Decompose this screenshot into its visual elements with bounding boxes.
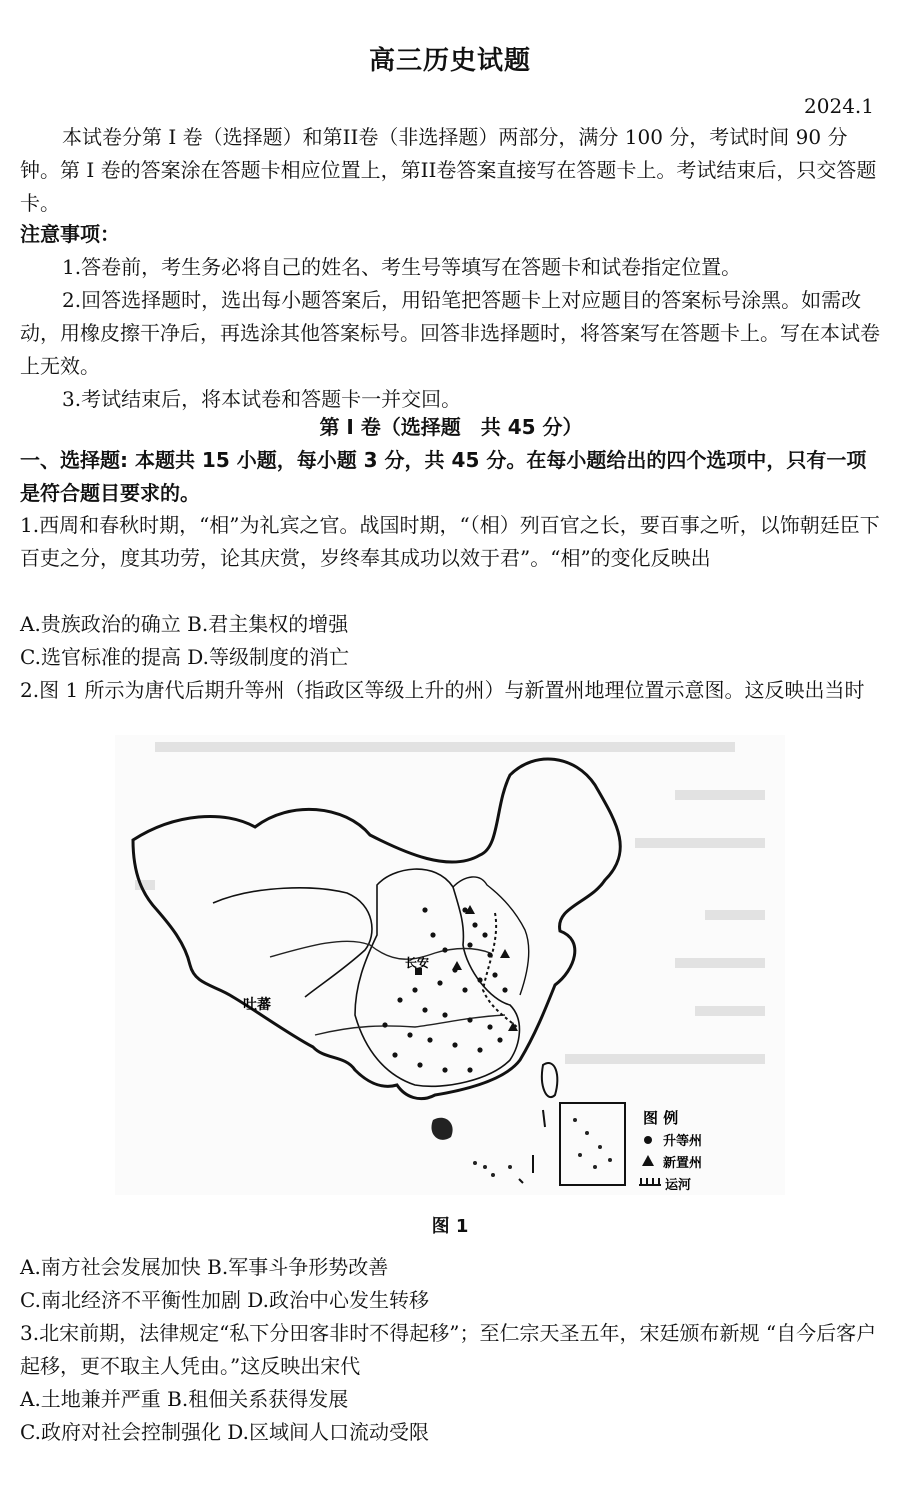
question-1-options-ab: A.贵族政治的确立 B.君主集权的增强 xyxy=(20,612,349,636)
question-1-options-cd: C.选官标准的提高 D.等级制度的消亡 xyxy=(20,645,349,669)
question-2-options-cd: C.南北经济不平衡性加剧 D.政治中心发生转移 xyxy=(20,1288,429,1312)
exam-title: 高三历史试题 xyxy=(368,46,531,76)
changan-label: 长安 xyxy=(405,956,430,970)
note-item-3: 3.考试结束后，将本试卷和答题卡一并交回。 xyxy=(62,387,462,411)
intro-paragraph: 本试卷分第 I 卷（选择题）和第II卷（非选择题）两部分，满分 100 分，考试时间 90 分钟。第 I 卷的答案涂在答题卡相应位置上，第II卷答案直接写在答题卡上。考试结束后，只交答题卡。 xyxy=(20,125,877,215)
question-1-stem: 1.西周和春秋时期，“相”为礼宾之官。战国时期，“（相）列百官之长，要百事之听，以饰朝廷臣下百吏之分，度其功劳，论其庆赏，岁终奉其成功以效于君”。“相”的变化反映出 xyxy=(20,513,880,570)
figure-1-map xyxy=(115,735,785,1195)
figure-caption: 图 1 xyxy=(431,1216,469,1237)
question-3-stem: 3.北宋前期，法律规定“私下分田客非时不得起移”；至仁宗天圣五年，宋廷颁布新规 “自今后客户起移，更不取主人凭由。”这反映出宋代 xyxy=(20,1321,877,1378)
question-3-options-ab: A.土地兼并严重 B.租佃关系获得发展 xyxy=(20,1387,349,1411)
legend-upgraded: 升等州 xyxy=(663,1134,703,1149)
china-map xyxy=(115,735,785,1195)
section-instruction: 一、选择题: 本题共 15 小题，每小题 3 分，共 45 分。在每小题给出的四个选项中，只有一项是符合题目要求的。 xyxy=(20,448,867,505)
note-item-1: 1.答卷前，考生务必将自己的姓名、考生号等填写在答题卡和试卷指定位置。 xyxy=(62,255,742,279)
legend-new: 新置州 xyxy=(663,1156,703,1171)
exam-date: 2024.1 xyxy=(804,94,874,118)
note-item-2: 2.回答选择题时，选出每小题答案后，用铅笔把答题卡上对应题目的答案标号涂黑。如需改动，用橡皮擦干净后，再选涂其他答案标号。回答非选择题时，将答案写在答题卡上。写在本试卷上无效。 xyxy=(20,288,880,378)
legend-canal: 运河 xyxy=(665,1178,692,1193)
notes-heading: 注意事项： xyxy=(20,222,120,246)
question-2-stem: 2.图 1 所示为唐代后期升等州（指政区等级上升的州）与新置州地理位置示意图。这反映出当时 xyxy=(20,678,865,702)
legend-title: 图 例 xyxy=(643,1109,679,1127)
question-3-options-cd: C.政府对社会控制强化 D.区域间人口流动受限 xyxy=(20,1420,429,1444)
section-heading: 第 I 卷（选择题 共 45 分） xyxy=(319,415,583,439)
tubo-label: 吐蕃 xyxy=(243,997,271,1013)
question-2-options-ab: A.南方社会发展加快 B.军事斗争形势改善 xyxy=(20,1255,389,1279)
legend-dot-icon xyxy=(644,1136,652,1144)
